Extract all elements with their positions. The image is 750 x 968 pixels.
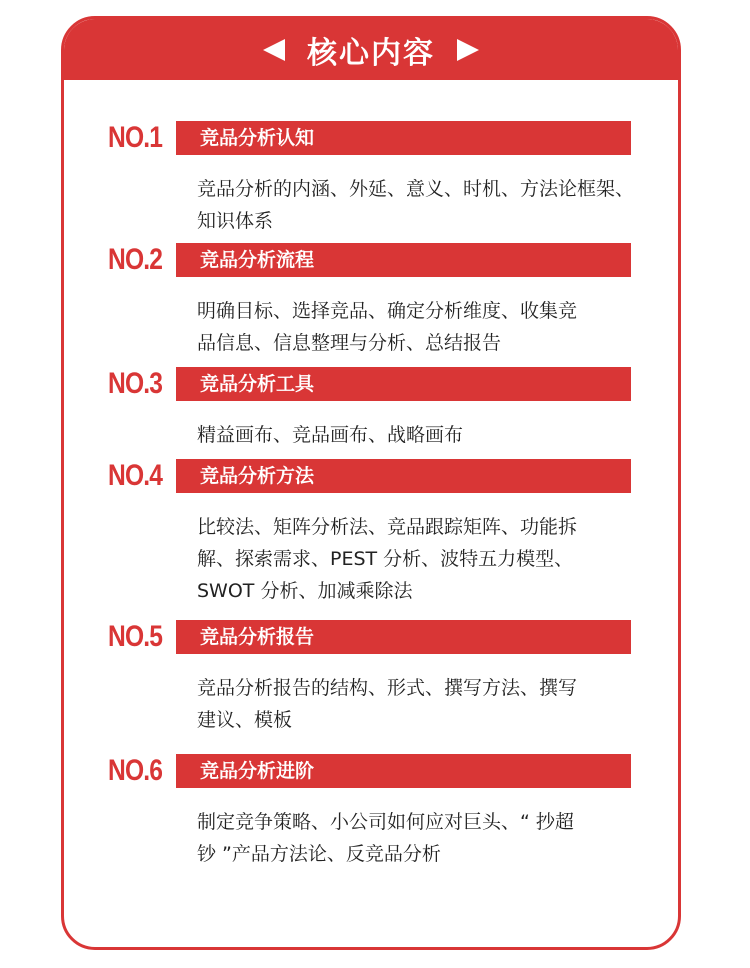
left-arrow-icon [263, 39, 285, 61]
section-description [197, 419, 647, 451]
description-line: 比较法、矩阵分析法、竞品跟踪矩阵、功能拆 [197, 516, 578, 538]
section-title: 竞品分析进阶 [176, 754, 631, 788]
section-description [197, 806, 647, 870]
section-description [197, 511, 647, 607]
description-line: 明确目标、选择竞品、确定分析维度、收集竞 [197, 300, 578, 322]
section-description [197, 672, 647, 736]
section-title: 竞品分析流程 [176, 243, 631, 277]
section-number: NO.3 [108, 367, 163, 400]
section-number: NO.2 [108, 243, 163, 276]
description-line: 钞 ”产品方法论、反竞品分析 [197, 843, 441, 865]
description-line: 解、探索需求、PEST 分析、波特五力模型、 [197, 548, 574, 570]
description-line: 建议、模板 [197, 709, 293, 731]
description-line: 竞品分析报告的结构、形式、撰写方法、撰写 [197, 677, 578, 699]
section-number: NO.5 [108, 620, 163, 653]
description-line: SWOT 分析、加减乘除法 [197, 580, 413, 602]
description-line: 知识体系 [197, 210, 274, 232]
section-title: 竞品分析方法 [176, 459, 631, 493]
description-line: 制定竞争策略、小公司如何应对巨头、“ 抄超 [197, 811, 574, 833]
section-number: NO.1 [108, 121, 163, 154]
section-title: 竞品分析工具 [176, 367, 631, 401]
section-description [197, 295, 647, 359]
header-title: 核心内容 [307, 35, 435, 71]
section-number: NO.6 [108, 754, 163, 787]
description-line: 品信息、信息整理与分析、总结报告 [197, 332, 502, 354]
section-title: 竞品分析报告 [176, 620, 631, 654]
description-line: 竞品分析的内涵、外延、意义、时机、方法论框架、 [197, 178, 635, 200]
section-description [197, 173, 647, 237]
card-header [64, 19, 678, 80]
section-number: NO.4 [108, 459, 163, 492]
section-title: 竞品分析认知 [176, 121, 631, 155]
right-arrow-icon [457, 39, 479, 61]
description-line: 精益画布、竞品画布、战略画布 [197, 424, 464, 446]
